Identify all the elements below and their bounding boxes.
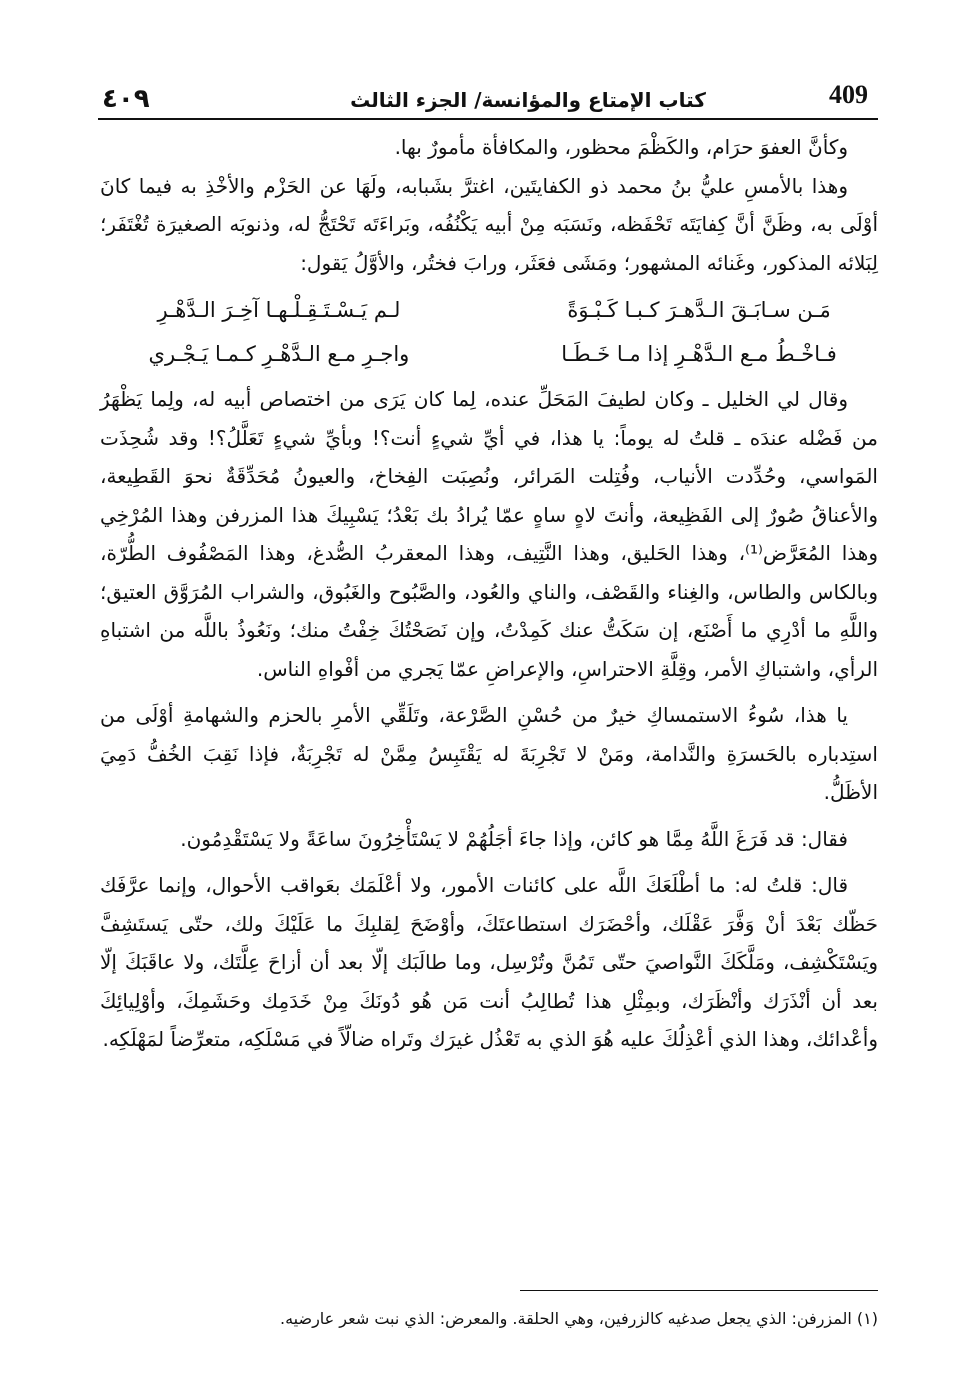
verse-1-second-hemistich: لـم يَـسْـتَـقِـلْـهـا آخِـرَ الـدَّهْـرِ [157,297,401,322]
footnote: (١) المزرفن: الذي يجعل صدغيه كالزرفين، وهي الحلقة. والمعرض: الذي نبت شعر عارضيه. [279,1309,878,1328]
paragraph-6: قال: قلتُ له: ما أطْلَعَكَ اللَّه على كائنات الأمور، ولا أعْلَمَك بعَواقب الأحوال، وإنما عرَّفَك حَظّك بَعْدَ أنْ وَفَّرَ عَقْلَك، وأحْضَرَك استطاعتَكَ، وأوْضَحَ لِقلبِكَ ما عَلَيْكَ ولك، حتّى يَستَشِفَّ ويَسْتَكْشِف، ومَلَّكَكَ النَّواصيَ حتّى تَمُنَّ وتُرْسِل، وما طالَبَك إلّا بعد أن أزاحَ عِلَّتَك، ولا عاقَبَكَ إلّا بعد أن أنْذَرَك وأنْظَرَك، وبمِثْلِ هذا تُطالِبُ أنت مَن هُو دُونَكَ مِنْ خَدَمِك وحَشَمِكَ، وأوْلِيائِكَ وأعْدائك، وهذا الذي أعْذِلُكَ عليه هُوَ الذي به تَعْذُل غيرَك وتَراه ضالّاً في مَسْلَكِه، متعرِّضاً لمَهْلَكِه. [100,873,878,1051]
verse-1 [100,288,878,332]
paragraph-1: وكأنَّ العفوَ حرَام، والكَظْمَ محظور، والمكافأة مأمورٌ بها. [394,135,848,159]
paragraph-4: يا هذا، سُوءُ الاستمساكِ خيرٌ من حُسْنِ الصَّرْعة، وتَلَقِّي الأمرِ بالحزم والشهامةِ أوْلَى من استِدباره بالحَسرَةِ والنَّدامة، ومَنْ لا تَجْرِبَةَ له يَقْتَبِسُ مِمَّنْ له تَجْرِبَةٌ، فإذا نَقِبَ الخُفُّ دَمِيَ الأظَلُّ. [100,703,878,804]
verse-2-first-hemistich: فـاخْـطُ مـع الـدَّهْـرِ إذا مـا خَـطَـا [561,341,837,366]
paragraph-3: وقال لي الخليل ـ وكان لطيفَ المَحَلِّ عنده، لِما كان يَرَى من اختصاص أبيه له، ولِما يَظْهَرُ من فَضْله عندَه ـ قلتُ له يوماً: يا هذا، في أيِّ شيءٍ أنت؟! وبأيِّ شيءٍ تَعَلَّلُ؟! وقد شُحِذَت المَواسي، وحُدِّدت الأنياب، وفُتِلت المَرائر، ونُصِبَت الفِخاخ، والعيونُ مُحَدِّقَةٌ نحوَ القَطِيعة، والأعناقُ صُورٌ إلى الفَظِيعة، وأنتَ لاهٍ ساهٍ عمّا يُرادُ بك بَعْدُ؛ يَسْبِيكَ هذا المزرفن وهذا المُرْخِي وهذا المُعَرَّض⁽¹⁾، وهذا الحَليق، وهذا النَّتِيف، وهذا المعقربُ الصُّدغ، وهذا المَصْفُوف الطُّرّة، وبالكاس والطاس، والغِناء والقَصْف، والناي والعُود، والصَّبُوح والغَبُوق، والشراب المُرَوَّق العتيق؛ واللَّهِ ما أدْرِي ما أَصْنَع، إن سَكَتُّ عنك كَمِدْتُ، وإن نَصَحْتُكَ خِفْتُ منك؛ ونَعُوذُ باللَّه من اشتباهِ الرأي، واشتباكِ الأمر، وقِلَّةِ الاحتراسِ، والإعراضِ عمّا يَجري من أفْواهِ الناس. [100,387,878,681]
poem [100,288,878,376]
main-text [100,128,878,1059]
header-rule [98,118,878,120]
page-number-arabic: ٤٠٩ [102,84,150,114]
verse-2 [100,332,878,376]
page-number-latin: 409 [829,80,868,109]
verse-2-second-hemistich: واجـرِ مـع الـدَّهْـرِ كـمـا يَـجْـري [148,341,410,366]
footnote-rule [520,1290,878,1291]
running-header [98,72,878,116]
verse-1-first-hemistich: مَـن سـابَـقَ الـدَّهـرَ كـبـا كَـبْـوَةً [567,297,831,322]
paragraph-2: وهذا بالأمسِ عليُّ بنُ محمد ذو الكفايتَين، اغترَّ بشَبابه، ولَهَا عن الحَزْم والأخْذِ به فيما كانَ أوْلَى به، وظَنَّ أنَّ كِفايَتَه تَحْفَظه، ونَسَبَه مِنْ أبيه يَكْنُفُه، وبَراءَتَه تَحْتَجُّ له، وذنوبَه الصغيرَة تُغْتَفَر؛ لِبَلائه المذكور، وغَنائه المشهور؛ ومَشَى فعَثَر، ورابَ فختُر، والأوَّلُ يَقول: [100,173,878,275]
paragraph-5: فقال: قد فَرَغَ اللَّهُ مِمَّا هو كائن، وإذا جاءَ أجَلُهُمْ لا يَسْتَأْخِرُونَ ساعَةً ولا يَسْتَقْدِمُون. [180,826,848,851]
book-title: كتاب الإمتاع والمؤانسة/ الجزء الثالث [350,88,706,112]
